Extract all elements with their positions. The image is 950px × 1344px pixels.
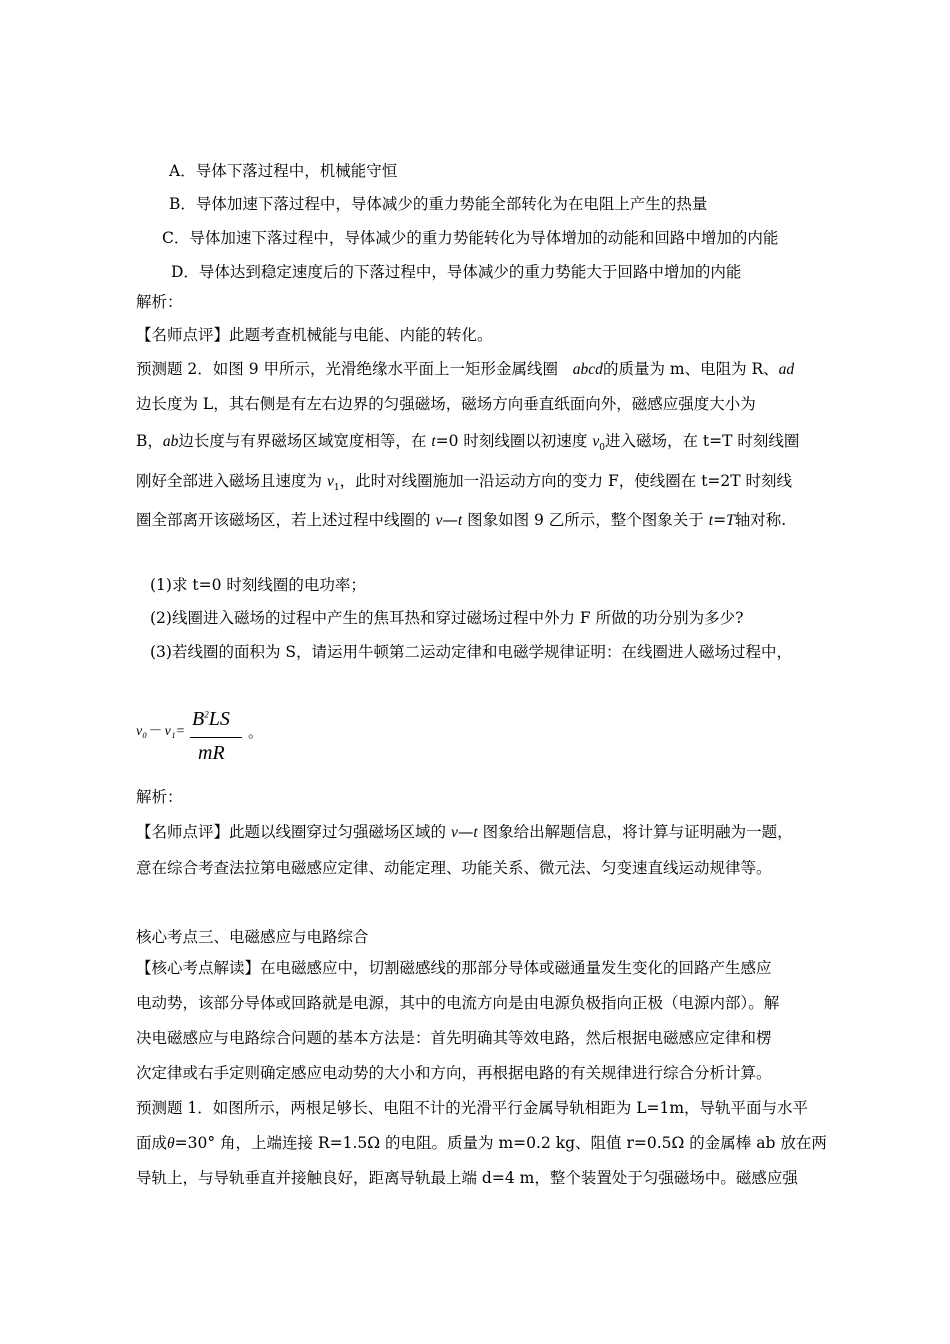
problem-line: 预测题 2．如图 9 甲所示，光滑绝缘水平面上一矩形金属线圈 abcd的质量为 m、电阻为 R、ad xyxy=(136,360,795,378)
analysis-label: 解析： xyxy=(136,788,183,806)
analysis-label: 解析： xyxy=(136,293,183,311)
section-title: 核心考点三、电磁感应与电路综合 xyxy=(136,928,369,946)
teacher-comment: 【名师点评】此题以线圈穿过匀强磁场区域的 v—t 图象给出解题信息，将计算与证明融为一题， xyxy=(136,823,793,841)
problem-line: B，ab边长度与有界磁场区域宽度相等，在 t=0 时刻线圈以初速度 $v_0$进入磁场，在 t=T 时刻线圈 xyxy=(136,432,800,454)
section-text: 决电磁感应与电路综合问题的基本方法是：首先明确其等效电路，然后根据电磁感应定律和楞 xyxy=(136,1029,772,1047)
teacher-comment: 【名师点评】此题考查机械能与电能、内能的转化。 xyxy=(136,326,493,344)
question-3: (3)若线圈的面积为 S，请运用牛顿第二运动定律和电磁学规律证明：在线圈进人磁场过程中， xyxy=(150,643,793,661)
question-2: (2)线圈进入磁场的过程中产生的焦耳热和穿过磁场过程中外力 F 所做的功分别为多少? xyxy=(150,609,744,627)
problem-line: 导轨上，与导轨垂直并接触良好，距离导轨最上端 d=4 m，整个装置处于匀强磁场中。磁感应强 xyxy=(136,1169,798,1187)
problem-line: 圈全部离开该磁场区，若上述过程中线圈的 v—t 图象如图 9 乙所示，整个图象关于 t=T轴对称. xyxy=(136,511,787,529)
section-text: 次定律或右手定则确定感应电动势的大小和方向，再根据电路的有关规律进行综合分析计算。 xyxy=(136,1064,772,1082)
section-text: 电动势，该部分导体或回路就是电源，其中的电流方向是由电源负极指向正极（电源内部）。解 xyxy=(136,994,780,1012)
formula-end: 。 xyxy=(248,723,264,741)
formula-lhs: v₀－ v₁= xyxy=(136,724,186,739)
problem-line: 刚好全部进入磁场且速度为 $v_1$，此时对线圈施加一沿运动方向的变力 F，使线圈在 t=2T 时刻线 xyxy=(136,472,793,494)
question-1: (1)求 t=0 时刻线圈的电功率； xyxy=(150,576,366,594)
teacher-comment: 意在综合考查法拉第电磁感应定律、动能定理、功能关系、微元法、匀变速直线运动规律等。 xyxy=(136,859,772,877)
problem-line: 预测题 1．如图所示，两根足够长、电阻不计的光滑平行金属导轨相距为 L=1m，导轨平面与水平 xyxy=(136,1099,809,1117)
option-c: C．导体加速下落过程中，导体减少的重力势能转化为导体增加的动能和回路中增加的内能 xyxy=(162,229,779,247)
problem-line: 边长度为 L，其右侧是有左右边界的匀强磁场，磁场方向垂直纸面向外，磁感应强度大小为 xyxy=(136,395,756,413)
fraction-bar xyxy=(190,737,242,738)
section-text: 【核心考点解读】在电磁感应中，切割磁感线的那部分导体或磁通量发生变化的回路产生感应 xyxy=(136,959,772,977)
formula-numerator: $B^2LS$ xyxy=(192,708,230,730)
option-a: A．导体下落过程中，机械能守恒 xyxy=(169,162,398,180)
problem-line: 面成θ=30° 角，上端连接 R=1.5Ω 的电阻。质量为 m=0.2 kg、阻值 r=0.5Ω 的金属棒 ab 放在两 xyxy=(136,1134,827,1152)
formula-denominator: mR xyxy=(198,742,225,764)
option-d: D．导体达到稳定速度后的下落过程中，导体减少的重力势能大于回路中增加的内能 xyxy=(171,263,742,281)
formula xyxy=(136,708,336,768)
option-b: B．导体加速下落过程中，导体减少的重力势能全部转化为在电阻上产生的热量 xyxy=(169,195,708,213)
